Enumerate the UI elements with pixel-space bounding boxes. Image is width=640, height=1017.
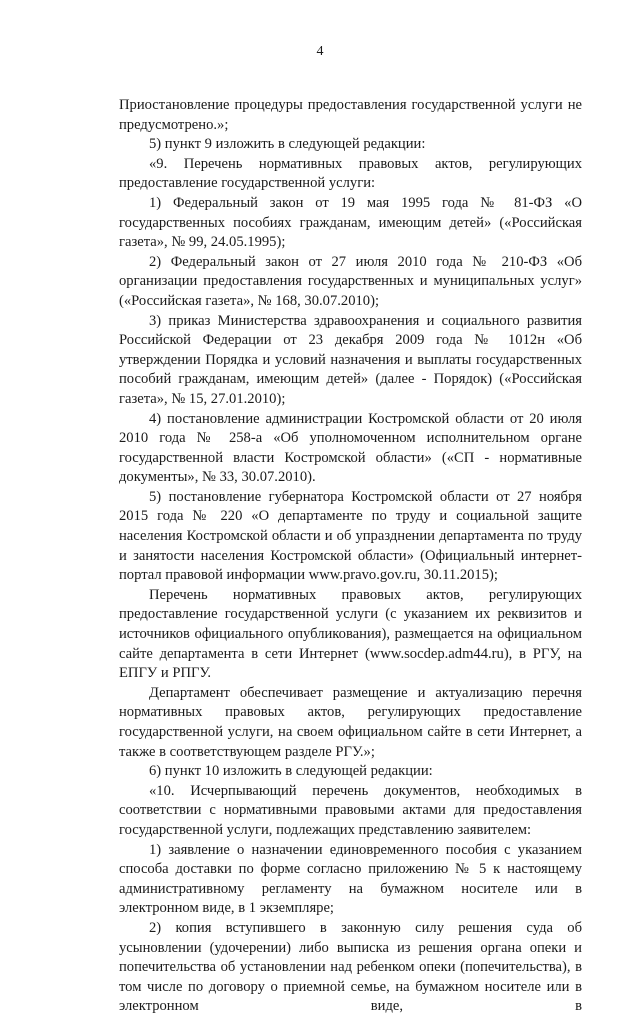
page-number: 4	[316, 44, 324, 59]
paragraph-resolution-258a: 4) постановление администрации Костромской области от 20 июля 2010 года № 258-а «Об уполномоченном исполнительном органе государственной власти Костромской области» («СП - нормативные документы», № 33, 30.07.2010).	[119, 410, 582, 486]
paragraph-suspension-note: Приостановление процедуры предоставления государственной услуги не предусмотрено.»;	[119, 97, 582, 133]
paragraph-department-duty: Департамент обеспечивает размещение и актуализацию перечня нормативных правовых актов, регулирующих предоставление государственной услуги, на своем официальном сайте в сети Интернет, а также в соответствующем разделе РГУ.»;	[119, 684, 582, 760]
paragraph-law-81fz: 1) Федеральный закон от 19 мая 1995 года № 81-ФЗ «О государственных пособиях гражданам, имеющим детей» («Российская газета», № 99, 24.05.1995);	[119, 194, 582, 251]
paragraph-clause-10-heading: «10. Исчерпывающий перечень документов, необходимых в соответствии с нормативными правовыми актами для предоставления государственной услуги, подлежащих представлению заявителем:	[119, 782, 582, 838]
paragraph-resolution-220: 5) постановление губернатора Костромской области от 27 ноября 2015 года № 220 «О департаменте по труду и социальной защите населения Костромской области и об упразднении департамента по труду и занятости населения Костромской области» (Официальный интернет-портал правовой информации www.pravo.gov.ru, 30.11.2015);	[119, 488, 582, 584]
paragraph-court-decision-copy: 2) копия вступившего в законную силу решения суда об усыновлении (удочерении) либо выписка из решения органа опеки и попечительства об установлении над ребенком опеки (попечительства), в том числе по договору о приемной семье, на бумажном носителе или в электронном виде, в	[119, 919, 582, 1015]
paragraph-item-5: 5) пункт 9 изложить в следующей редакции:	[149, 136, 426, 153]
paragraph-order-1012n: 3) приказ Министерства здравоохранения и социального развития Российской Федерации от 23 декабря 2009 года № 1012н «Об утверждении Порядка и условий назначения и выплаты государственных пособий гражданам, имеющим детей» (далее - Порядок) («Российская газета», № 15, 27.01.2010);	[119, 312, 582, 407]
paragraph-list-publication: Перечень нормативных правовых актов, регулирующих предоставление государственной услуги (с указанием их реквизитов и источников официального опубликования), размещается на официальном сайте департамента в сети Интернет (www.socdep.adm44.ru), в РГУ, на ЕПГУ и РПГУ.	[119, 586, 582, 682]
paragraph-clause-9-heading: «9. Перечень нормативных правовых актов, регулирующих предоставление государственной услуги:	[119, 155, 582, 192]
paragraph-application: 1) заявление о назначении единовременного пособия с указанием способа доставки по форме согласно приложению № 5 к настоящему административному регламенту на бумажном носителе или в электронном виде, в 1 экземпляре;	[119, 841, 582, 917]
document-body	[119, 96, 582, 1017]
paragraph-law-210fz: 2) Федеральный закон от 27 июля 2010 года № 210-ФЗ «Об организации предоставления государственных и муниципальных услуг» («Российская газета», № 168, 30.07.2010);	[119, 253, 582, 309]
paragraph-item-6: 6) пункт 10 изложить в следующей редакции:	[149, 763, 433, 780]
